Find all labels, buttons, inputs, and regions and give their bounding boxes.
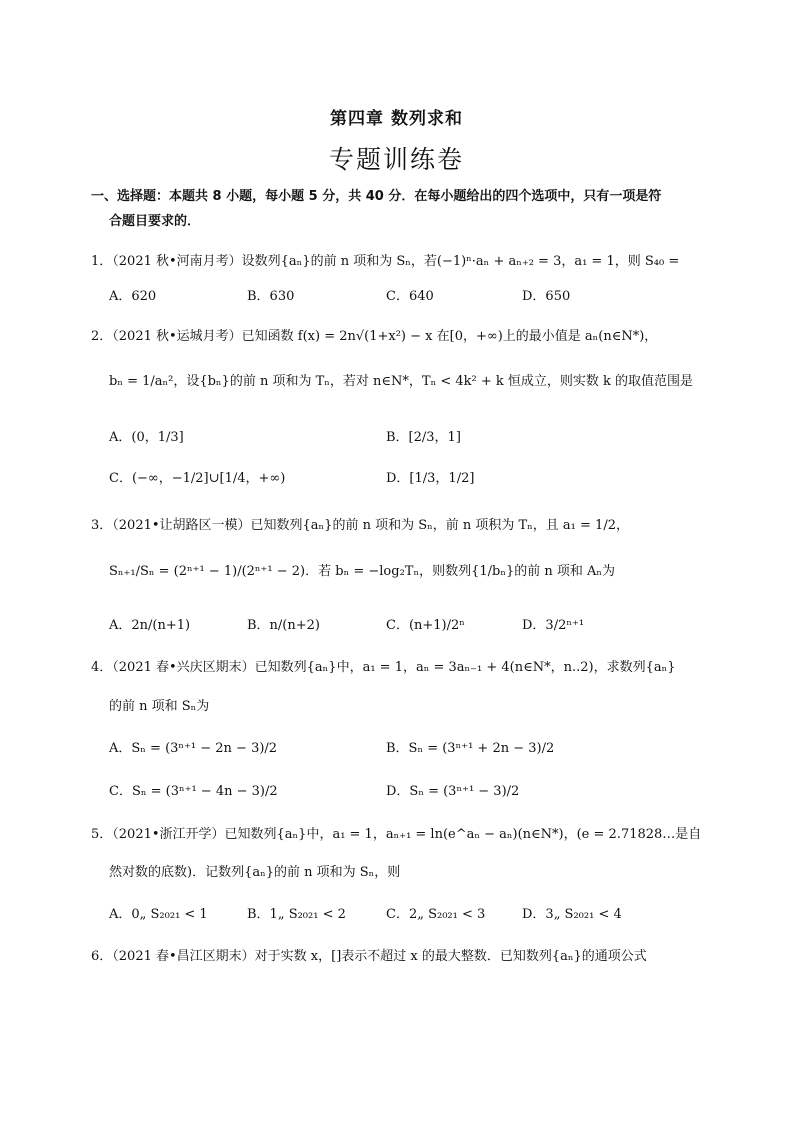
question-5-stem-line1: 5．（2021•浙江开学）已知数列{aₙ}中，a₁ = 1，aₙ₊₁ = ln(e^aₙ − aₙ)(n∈N*)，(e = 2.71828…是自 xyxy=(91,827,702,842)
section-instructions-line2: 合题目要求的． xyxy=(109,214,201,229)
q5-option-b: B．1„ S₂₀₂₁ < 2 xyxy=(247,907,346,922)
page-title: 专题训练卷 xyxy=(328,145,464,174)
question-6-stem: 6．（2021 春•昌江区期末）对于实数 x，[]表示不超过 x 的最大整数．已知数列{aₙ}的通项公式 xyxy=(91,949,647,964)
q3-option-c: C．(n+1)/2ⁿ xyxy=(386,618,465,633)
q3-option-d: D．3/2ⁿ⁺¹ xyxy=(522,618,585,633)
q1-option-b: B．630 xyxy=(247,289,295,304)
question-4-stem-line2: 的前 n 项和 Sₙ为 xyxy=(109,699,210,714)
q1-option-c: C．640 xyxy=(386,289,434,304)
q4-option-b: B．Sₙ = (3ⁿ⁺¹ + 2n − 3)/2 xyxy=(386,741,555,756)
question-5-stem-line2: 然对数的底数)．记数列{aₙ}的前 n 项和为 Sₙ，则 xyxy=(109,865,401,880)
q3-option-b: B．n/(n+2) xyxy=(247,618,320,633)
q2-option-d: D．[1/3，1/2] xyxy=(386,471,475,486)
q1-option-d: D．650 xyxy=(522,289,571,304)
chapter-title: 第四章 数列求和 xyxy=(330,109,463,129)
question-2-stem-line1: 2．（2021 秋•运城月考）已知函数 f(x) = 2n√(1+x²) − x 在[0，+∞)上的最小值是 aₙ(n∈N*)， xyxy=(91,329,658,344)
question-2-stem-line2: bₙ = 1/aₙ²，设{bₙ}的前 n 项和为 Tₙ，若对 n∈N*，Tₙ < 4k² + k 恒成立，则实数 k 的取值范围是 xyxy=(109,374,694,389)
question-4-stem-line1: 4．（2021 春•兴庆区期末）已知数列{aₙ}中，a₁ = 1，aₙ = 3aₙ₋₁ + 4(n∈N*，n..2)，求数列{aₙ} xyxy=(91,660,676,675)
question-3-stem-line1: 3．（2021•让胡路区一模）已知数列{aₙ}的前 n 项和为 Sₙ，前 n 项积为 Tₙ，且 a₁ = 1/2， xyxy=(91,518,629,533)
q1-option-a: A．620 xyxy=(109,289,157,304)
q4-option-c: C．Sₙ = (3ⁿ⁺¹ − 4n − 3)/2 xyxy=(109,784,278,799)
q2-option-c: C．(−∞，−1/2]∪[1/4，+∞) xyxy=(109,471,286,486)
q5-option-d: D．3„ S₂₀₂₁ < 4 xyxy=(522,907,622,922)
q3-option-a: A．2n/(n+1) xyxy=(109,618,191,633)
question-1-stem: 1．（2021 秋•河南月考）设数列{aₙ}的前 n 项和为 Sₙ，若(−1)ⁿ·aₙ + aₙ₊₂ = 3，a₁ = 1，则 S₄₀ = xyxy=(91,254,680,269)
q5-option-a: A．0„ S₂₀₂₁ < 1 xyxy=(109,907,208,922)
question-3-stem-line2: Sₙ₊₁/Sₙ = (2ⁿ⁺¹ − 1)/(2ⁿ⁺¹ − 2)．若 bₙ = −log₂Tₙ，则数列{1/bₙ}的前 n 项和 Aₙ为 xyxy=(109,564,615,579)
q4-option-a: A．Sₙ = (3ⁿ⁺¹ − 2n − 3)/2 xyxy=(109,741,278,756)
q2-option-b: B．[2/3，1] xyxy=(386,430,461,445)
q2-option-a: A．(0，1/3] xyxy=(109,430,184,445)
section-instructions-line1: 一、选择题：本题共 8 小题，每小题 5 分，共 40 分．在每小题给出的四个选项中，只有一项是符 xyxy=(91,189,662,204)
q4-option-d: D．Sₙ = (3ⁿ⁺¹ − 3)/2 xyxy=(386,784,520,799)
q5-option-c: C．2„ S₂₀₂₁ < 3 xyxy=(386,907,486,922)
